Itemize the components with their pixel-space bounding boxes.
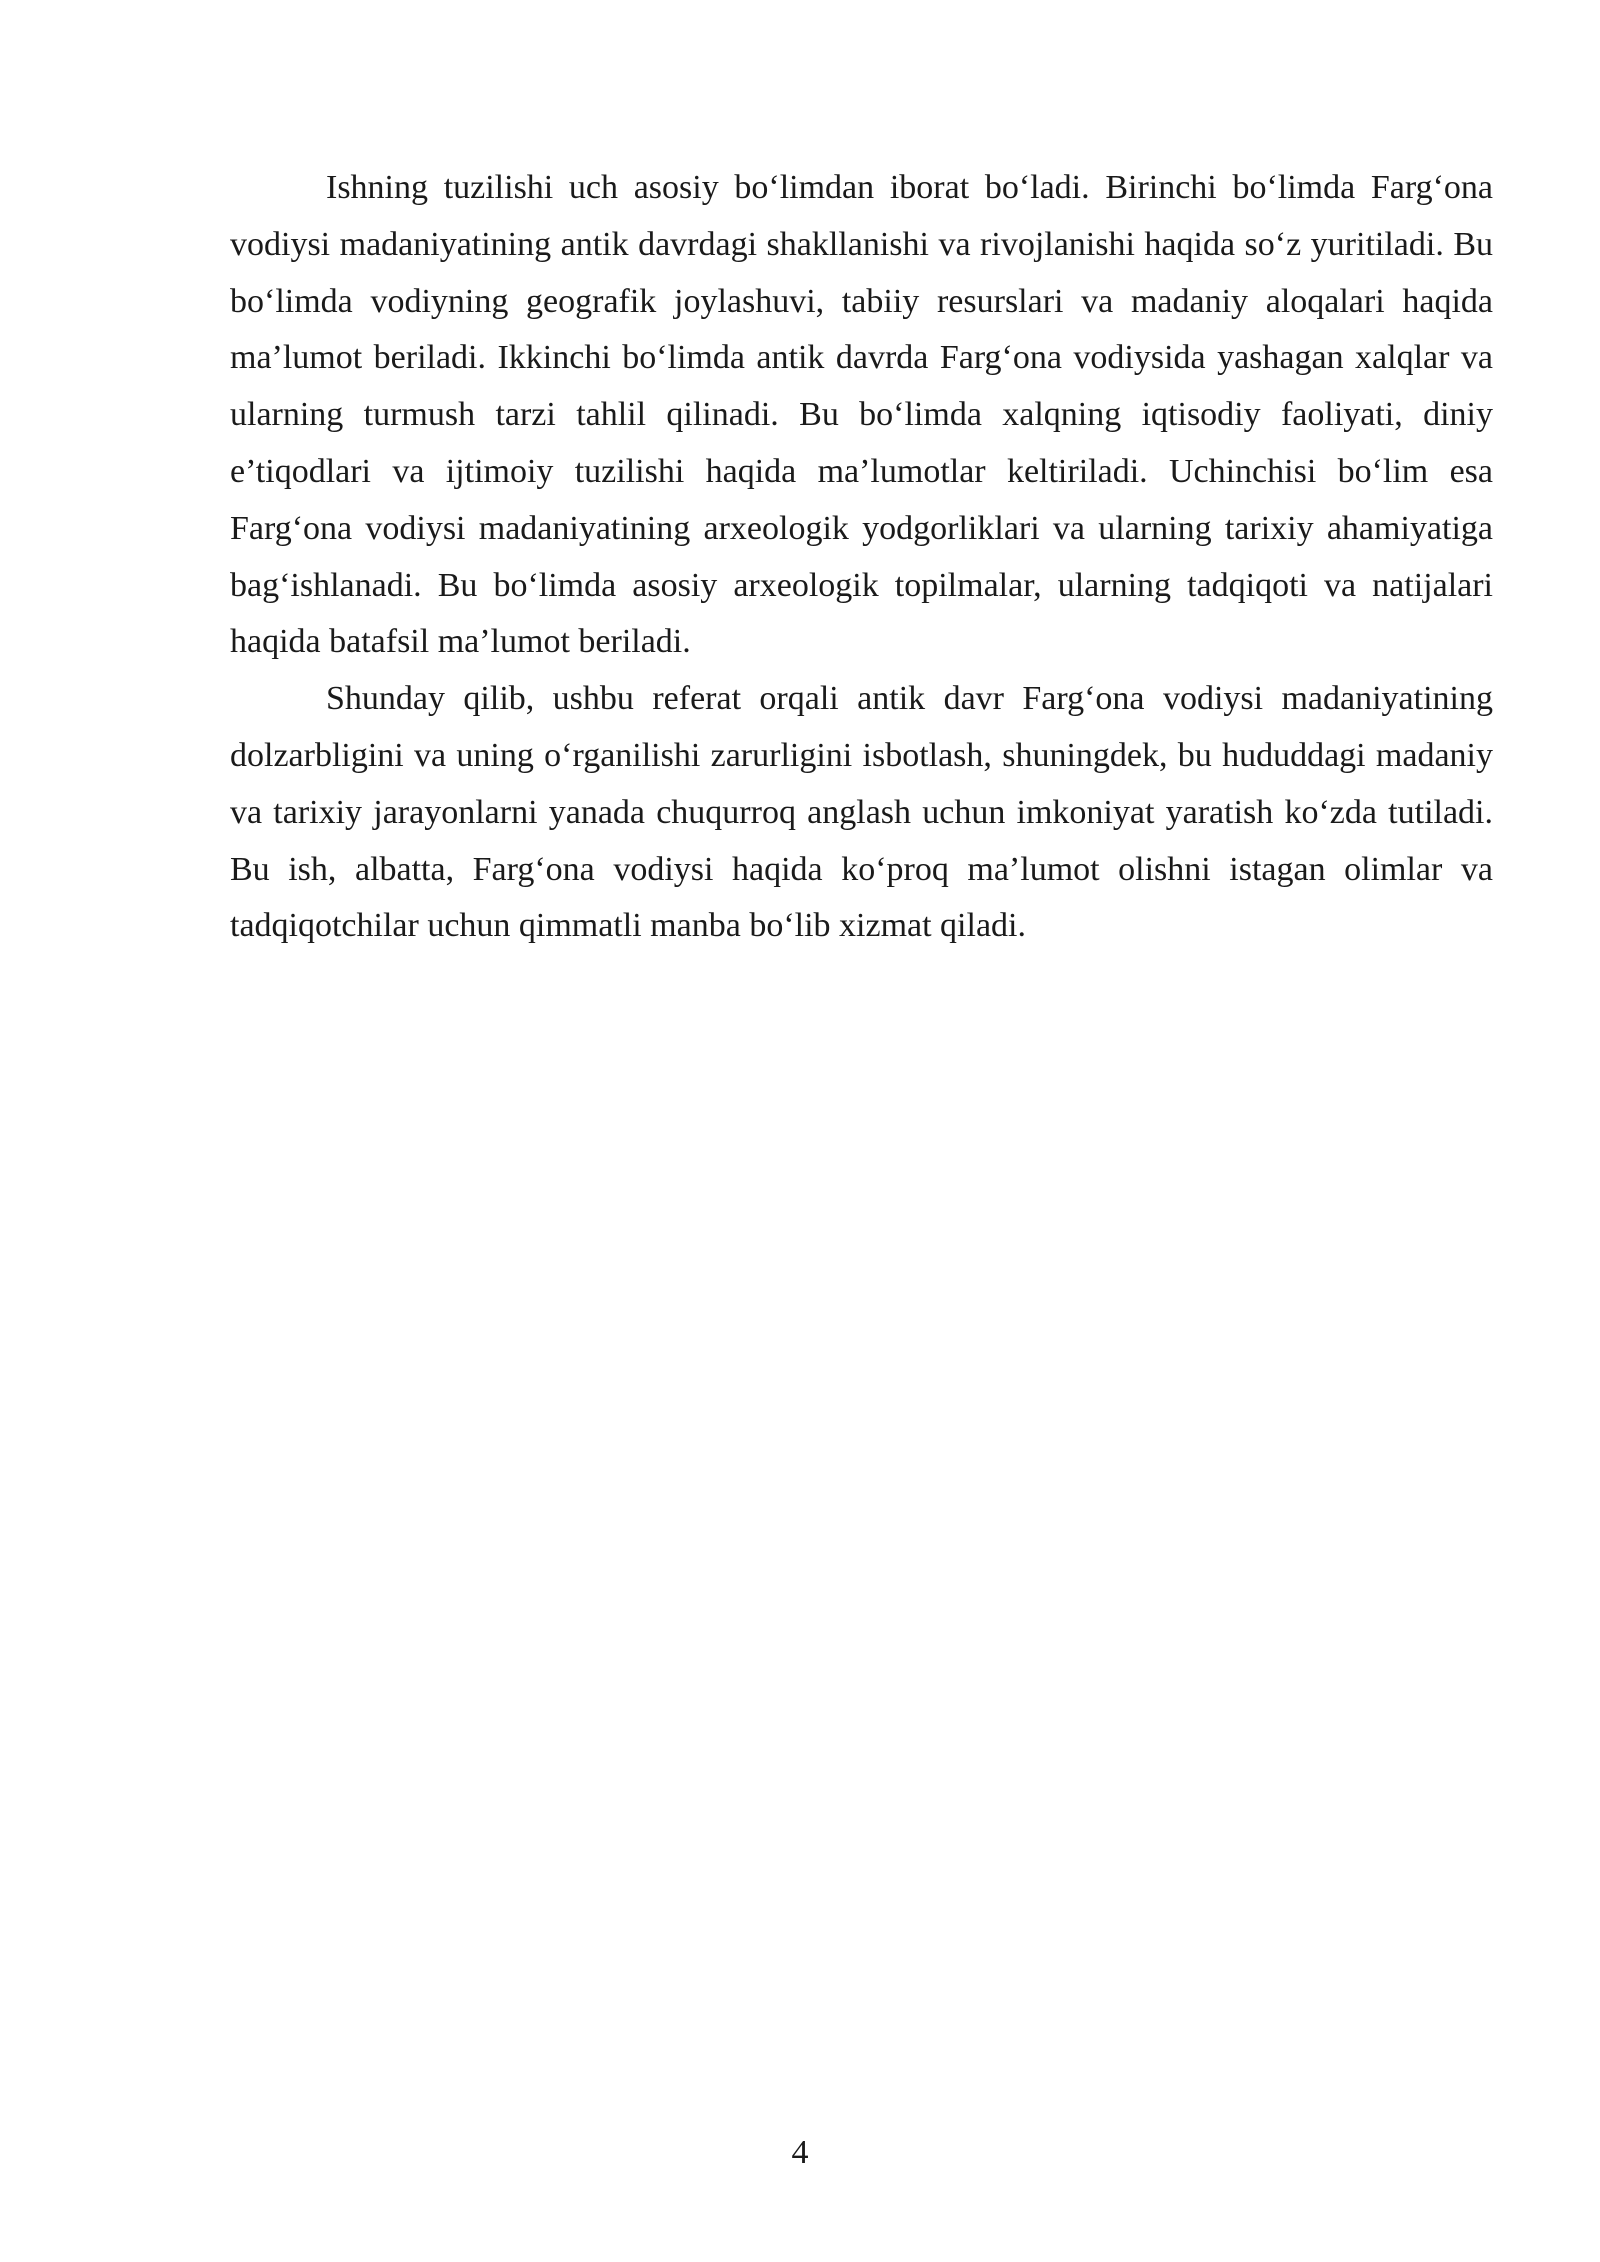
body-text <box>230 160 1493 955</box>
paragraph-conclusion: Shunday qilib, ushbu referat orqali antik davr Farg‘ona vodiysi madaniyatining dolzarbligini va uning o‘rganilishi zarurligini isbotlash, shuningdek, bu hududdagi madaniy va tarixiy jarayonlarni yanada chuqurroq anglash uchun imkoniyat yaratish ko‘zda tutiladi. Bu ish, albatta, Farg‘ona vodiysi haqida ko‘proq ma’lumot olishni istagan olimlar va tadqiqotchilar uchun qimmatli manba bo‘lib xizmat qiladi. <box>230 680 1493 945</box>
page-number: 4 <box>791 2134 809 2171</box>
paragraph-structure: Ishning tuzilishi uch asosiy bo‘limdan iborat bo‘ladi. Birinchi bo‘limda Farg‘ona vodiysi madaniyatining antik davrdagi shakllanishi va rivojlanishi haqida so‘z yuritiladi. Bu bo‘limda vodiyning geografik joylashuvi, tabiiy resurslari va madaniy aloqalari haqida ma’lumot beriladi. Ikkinchi bo‘limda antik davrda Farg‘ona vodiysida yashagan xalqlar va ularning turmush tarzi tahlil qilinadi. Bu bo‘limda xalqning iqtisodiy faoliyati, diniy e’tiqodlari va ijtimoiy tuzilishi haqida ma’lumotlar keltiriladi. Uchinchisi bo‘lim esa Farg‘ona vodiysi madaniyatining arxeologik yodgorliklari va ularning tarixiy ahamiyatiga bag‘ishlanadi. Bu bo‘limda asosiy arxeologik topilmalar, ularning tadqiqoti va natijalari haqida batafsil ma’lumot beriladi. <box>230 169 1493 661</box>
